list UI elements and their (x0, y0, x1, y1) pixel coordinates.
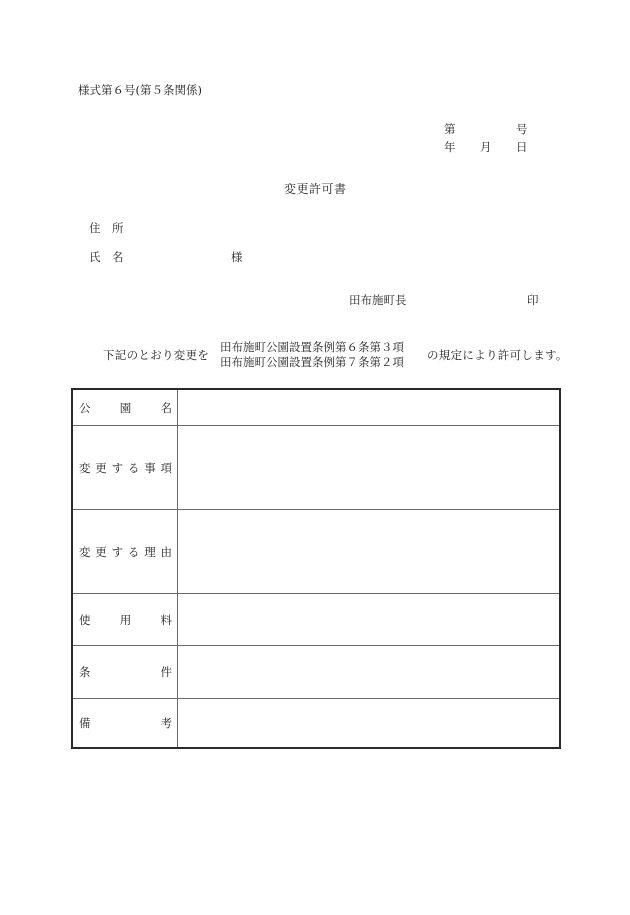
recipient-address-label: 住 所 (89, 221, 124, 235)
date-day: 日 (516, 140, 528, 154)
label-cell-change-items: 変 更 す る 事 項 (73, 426, 178, 509)
seal-mark: 印 (527, 293, 539, 307)
label-cell-park-name: 公 園 名 (73, 390, 178, 425)
document-number-suffix: 号 (516, 122, 528, 136)
table-row-conditions (73, 646, 559, 699)
table-row-change-items (73, 426, 559, 510)
document-number-prefix: 第 (444, 122, 456, 136)
statement-tail: の規定により許可します。 (427, 348, 568, 362)
statement-clause-1: 田布施町公園設置条例第６条第３項 (220, 340, 404, 354)
recipient-honorific: 様 (231, 250, 243, 264)
table-row-change-reason (73, 510, 559, 594)
label-cell-remarks: 備 考 (73, 699, 178, 747)
label-cell-change-reason: 変 更 す る 理 由 (73, 510, 178, 593)
date-year: 年 (444, 140, 456, 154)
table-row-park-name (73, 390, 559, 426)
value-cell-conditions[interactable] (178, 646, 559, 698)
table-row-usage-fee (73, 594, 559, 646)
table-row-remarks (73, 699, 559, 747)
statement-lead: 下記のとおり変更を (103, 348, 210, 362)
form-number: 様式第６号(第５条関係) (78, 83, 202, 97)
value-cell-park-name[interactable] (178, 390, 559, 425)
label-cell-conditions: 条 件 (73, 646, 178, 698)
issuer-title: 田布施町長 (349, 293, 407, 307)
document-title: 変更許可書 (284, 182, 347, 196)
value-cell-remarks[interactable] (178, 699, 559, 747)
date-month: 月 (480, 140, 492, 154)
statement-clause-2: 田布施町公園設置条例第７条第２項 (220, 355, 404, 369)
change-permit-table (71, 388, 561, 749)
value-cell-change-reason[interactable] (178, 510, 559, 593)
value-cell-usage-fee[interactable] (178, 594, 559, 645)
label-cell-usage-fee: 使 用 料 (73, 594, 178, 645)
value-cell-change-items[interactable] (178, 426, 559, 509)
recipient-name-label: 氏 名 (89, 250, 124, 264)
